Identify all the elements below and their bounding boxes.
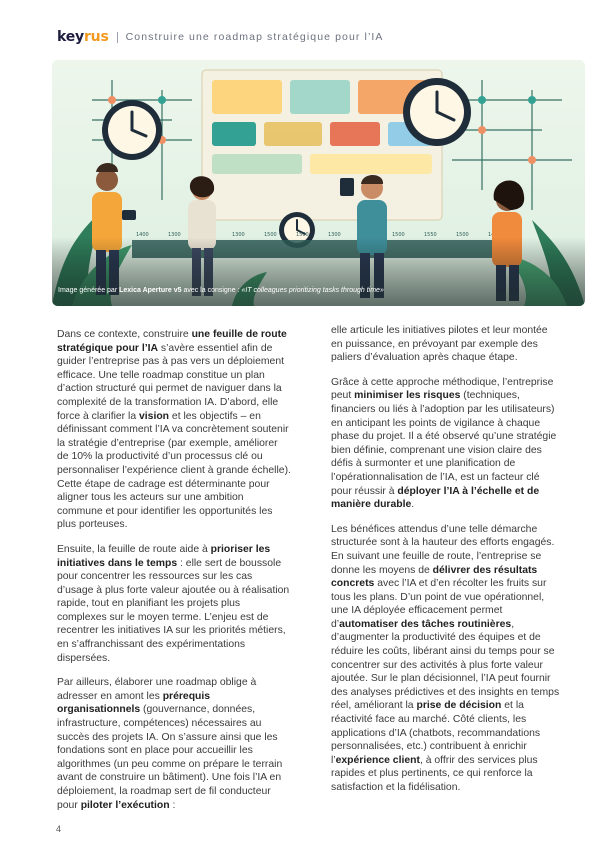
text-run: .: [411, 499, 415, 511]
paragraph: [331, 376, 560, 512]
hero-illustration: [52, 60, 585, 306]
text-run: Ensuite, la feuille de route aide à: [57, 543, 211, 555]
text-run: (techniques, financiers ou liés à l’adoption par les utilisateurs) en anticipant les points de vigilance à chaque phase du projet. Il a été observé qu’une stratégie bien définie, comprenant une vision claire des défis à surmonter et une planification de l’opérationnalisation de l’IA, est un facteur clé pour réussir à: [331, 390, 557, 497]
text-run: , d’augmenter la productivité des équipes et de réduire les coûts, libérant ainsi du temps pour se concentrer sur des activités à plus forte valeur ajoutée. Sur le plan décisionnel, l’IA peut fournir des analyses prédictives et des insights en temps réel, améliorant la: [331, 618, 560, 712]
bold-text: vision: [139, 410, 170, 422]
text-run: :: [169, 799, 176, 811]
text-run: : elle sert de boussole pour concentrer les ressources sur les cas d’usage à plus forte valeur ajoutée ou à réalisation rapide, tout en planifiant les projets plus complexes sur le moyen terme. L’enjeu est de recentrer les initiatives IA sur les priorités métiers, en s’affranchissant des expérimentations dispersées.: [57, 557, 290, 664]
keyrus-logo: keyrus: [57, 29, 109, 45]
text-run: et les objectifs – en définissant comment l’IA va concrètement soutenir la stratégie d’entreprise (par exemple, améliorer de 10% la productivité d’un processus clé ou personnaliser l’expérience client à grande échelle). Cette étape de cadrage est déterminante pour aligner tous les acteurs sur une ambition commune et pour identifier les opportunités les plus porteuses.: [57, 410, 291, 531]
document-title: Construire une roadmap stratégique pour l’IA: [125, 31, 384, 43]
text-run: s’avère essentiel afin de guider l’entreprise pas à pas vers un déploiement efficace. Une telle roadmap constitue un plan d’action structuré qui permet de naviguer dans la complexité de la transformation IA. D’abord, elle force à clarifier la: [57, 342, 284, 422]
text-run: Dans ce contexte, construire: [57, 329, 192, 340]
bold-text: automatiser des tâches routinières: [339, 618, 512, 630]
text-run: elle articule les initiatives pilotes et leur montée en puissance, en prévoyant par exemple des paliers d’évaluation après chaque étape.: [331, 325, 548, 364]
paragraph: [331, 523, 560, 795]
paragraph: [57, 676, 291, 812]
text-run: , à offrir des services plus rapides et plus pertinents, ce qui renforce la satisfaction et la fidélisation.: [331, 754, 538, 793]
right-column: [331, 324, 560, 806]
paragraph: [57, 543, 291, 665]
text-run: Grâce à cette approche méthodique, l’entreprise peut: [331, 376, 554, 402]
image-caption: Image générée par Lexica Aperture v5 avec la consigne : «IT colleagues prioritizing tasks through time»: [58, 287, 384, 294]
left-column: [57, 328, 291, 823]
bold-text: déployer l’IA à l’échelle et de manière durable: [331, 485, 540, 511]
text-run: Par ailleurs, élaborer une roadmap oblige à adresser en amont les: [57, 677, 257, 702]
text-run: avec l’IA et d’en récolter les fruits sur tous les plans. D’un point de vue opérationnel, une IA déployée efficacement permet d’: [331, 578, 547, 630]
bold-text: minimiser les risques: [354, 390, 461, 402]
paragraph: [57, 328, 291, 532]
text-run: et la réactivité face au marché. Côté clients, les applications d’IA (chatbots, recommandations personnalisées, etc.) contribuent à enrichir l’: [331, 700, 541, 766]
bold-text: prérequis organisationnels: [57, 690, 211, 716]
header-divider: [117, 32, 118, 43]
text-run: Les bénéfices attendus d’une telle démarche structurée sont à la hauteur des efforts engagés. En suivant une feuille de route, l’entreprise se donne les moyens de: [331, 523, 555, 576]
paragraph: [331, 324, 560, 365]
bold-text: prioriser les initiatives dans le temps: [57, 543, 271, 569]
bold-text: expérience client: [335, 754, 420, 766]
bold-text: prise de décision: [416, 700, 502, 712]
text-run: (gouvernance, données, infrastructure, compétences) nécessaires au succès des projets IA. On s’assure ainsi que les fondations sont en place pour accueillir les algorithmes (un peu comme on prépare le terrain avant de construire un bâtiment). Une fois l’IA en déploiement, la roadmap sert de fil conducteur pour: [57, 704, 283, 811]
bold-text: une feuille de route stratégique pour l’IA: [57, 329, 287, 354]
bold-text: délivrer des résultats concrets: [331, 564, 538, 590]
page-header: [57, 28, 384, 46]
bold-text: piloter l’exécution: [80, 799, 170, 811]
page-number: 4: [56, 824, 62, 834]
